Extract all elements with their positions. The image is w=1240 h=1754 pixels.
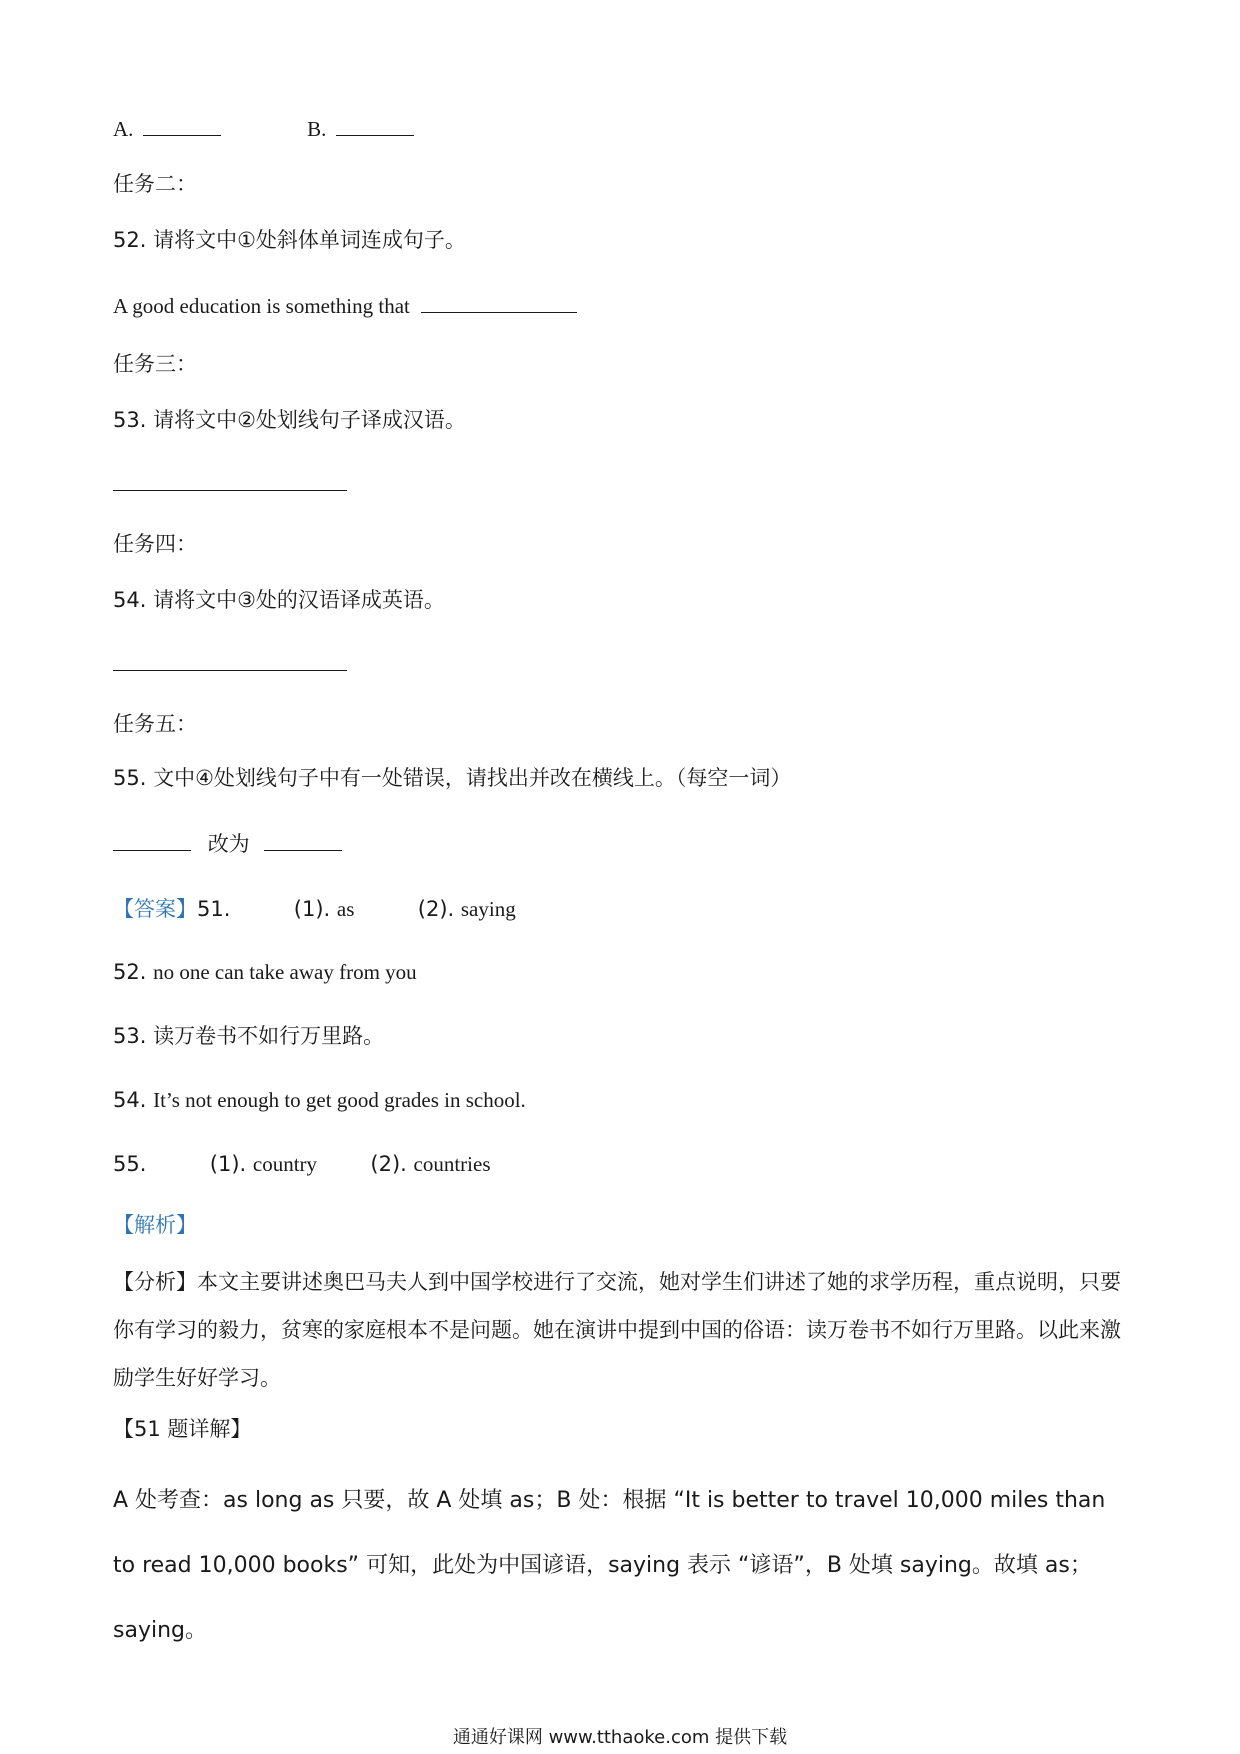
answer-54: 54. It’s not enough to get good grades in school. <box>113 1088 526 1112</box>
q55-wrong-word-blank <box>113 830 191 851</box>
footer-text: 通通好课网 www.tthaoke.com 提供下载 <box>452 1727 788 1748</box>
blank-a <box>143 115 221 136</box>
answer-52: 52. no one can take away from you <box>113 960 417 984</box>
task5-heading: 任务五： <box>113 712 197 736</box>
task2-heading: 任务二： <box>113 172 197 196</box>
q54-question: 54. 请将文中③处的汉语译成英语。 <box>113 588 445 612</box>
analysis-tag: 【解析】 <box>113 1213 197 1237</box>
q52-sentence <box>113 292 577 320</box>
q55-correct-word-blank <box>264 830 342 851</box>
q52-sentence-prefix: A good education is something that <box>113 294 410 318</box>
task3-heading: 任务三： <box>113 352 197 376</box>
q53-question: 53. 请将文中②处划线句子译成汉语。 <box>113 408 466 432</box>
detail-51-heading: 【51 题详解】 <box>113 1417 252 1441</box>
detail-51-text: A 处考查：as long as 只要，故 A 处填 as；B 处：根据 “It is better to travel 10,000 miles than to read 10,000 books” 可知，此处为中国谚语，saying 表示 “谚语”，B 处填 saying。故填 as；saying。 <box>113 1488 1106 1643</box>
analysis-summary: 【分析】本文主要讲述奥巴马夫人到中国学校进行了交流，她对学生们讲述了她的求学历程，重点说明，只要你有学习的毅力，贫寒的家庭根本不是问题。她在演讲中提到中国的俗语：读万卷书不如行万里路。以此来激励学生好好学习。 <box>113 1270 1121 1390</box>
q53-answer-line <box>113 470 347 498</box>
q52-answer-blank <box>421 292 577 313</box>
q51-blanks-row <box>113 115 414 143</box>
answer-55: 55. (1). country (2). countries <box>113 1152 491 1176</box>
blank-b <box>336 115 414 136</box>
answer-51: 【答案】51. (1). as (2). saying <box>113 897 516 921</box>
q55-change-to: 改为 <box>207 832 250 856</box>
answer-tag: 【答案】 <box>113 897 197 921</box>
q55-question: 55. 文中④处划线句子中有一处错误，请找出并改在横线上。（每空一词） <box>113 766 792 790</box>
q54-answer-line <box>113 650 347 678</box>
blank-b-label: B. <box>307 117 327 141</box>
q52-question: 52. 请将文中①处斜体单词连成句子。 <box>113 228 466 252</box>
task4-heading: 任务四： <box>113 532 197 556</box>
answer-53: 53. 读万卷书不如行万里路。 <box>113 1024 385 1048</box>
q55-correction-row <box>113 830 342 858</box>
blank-a-label: A. <box>113 117 134 141</box>
